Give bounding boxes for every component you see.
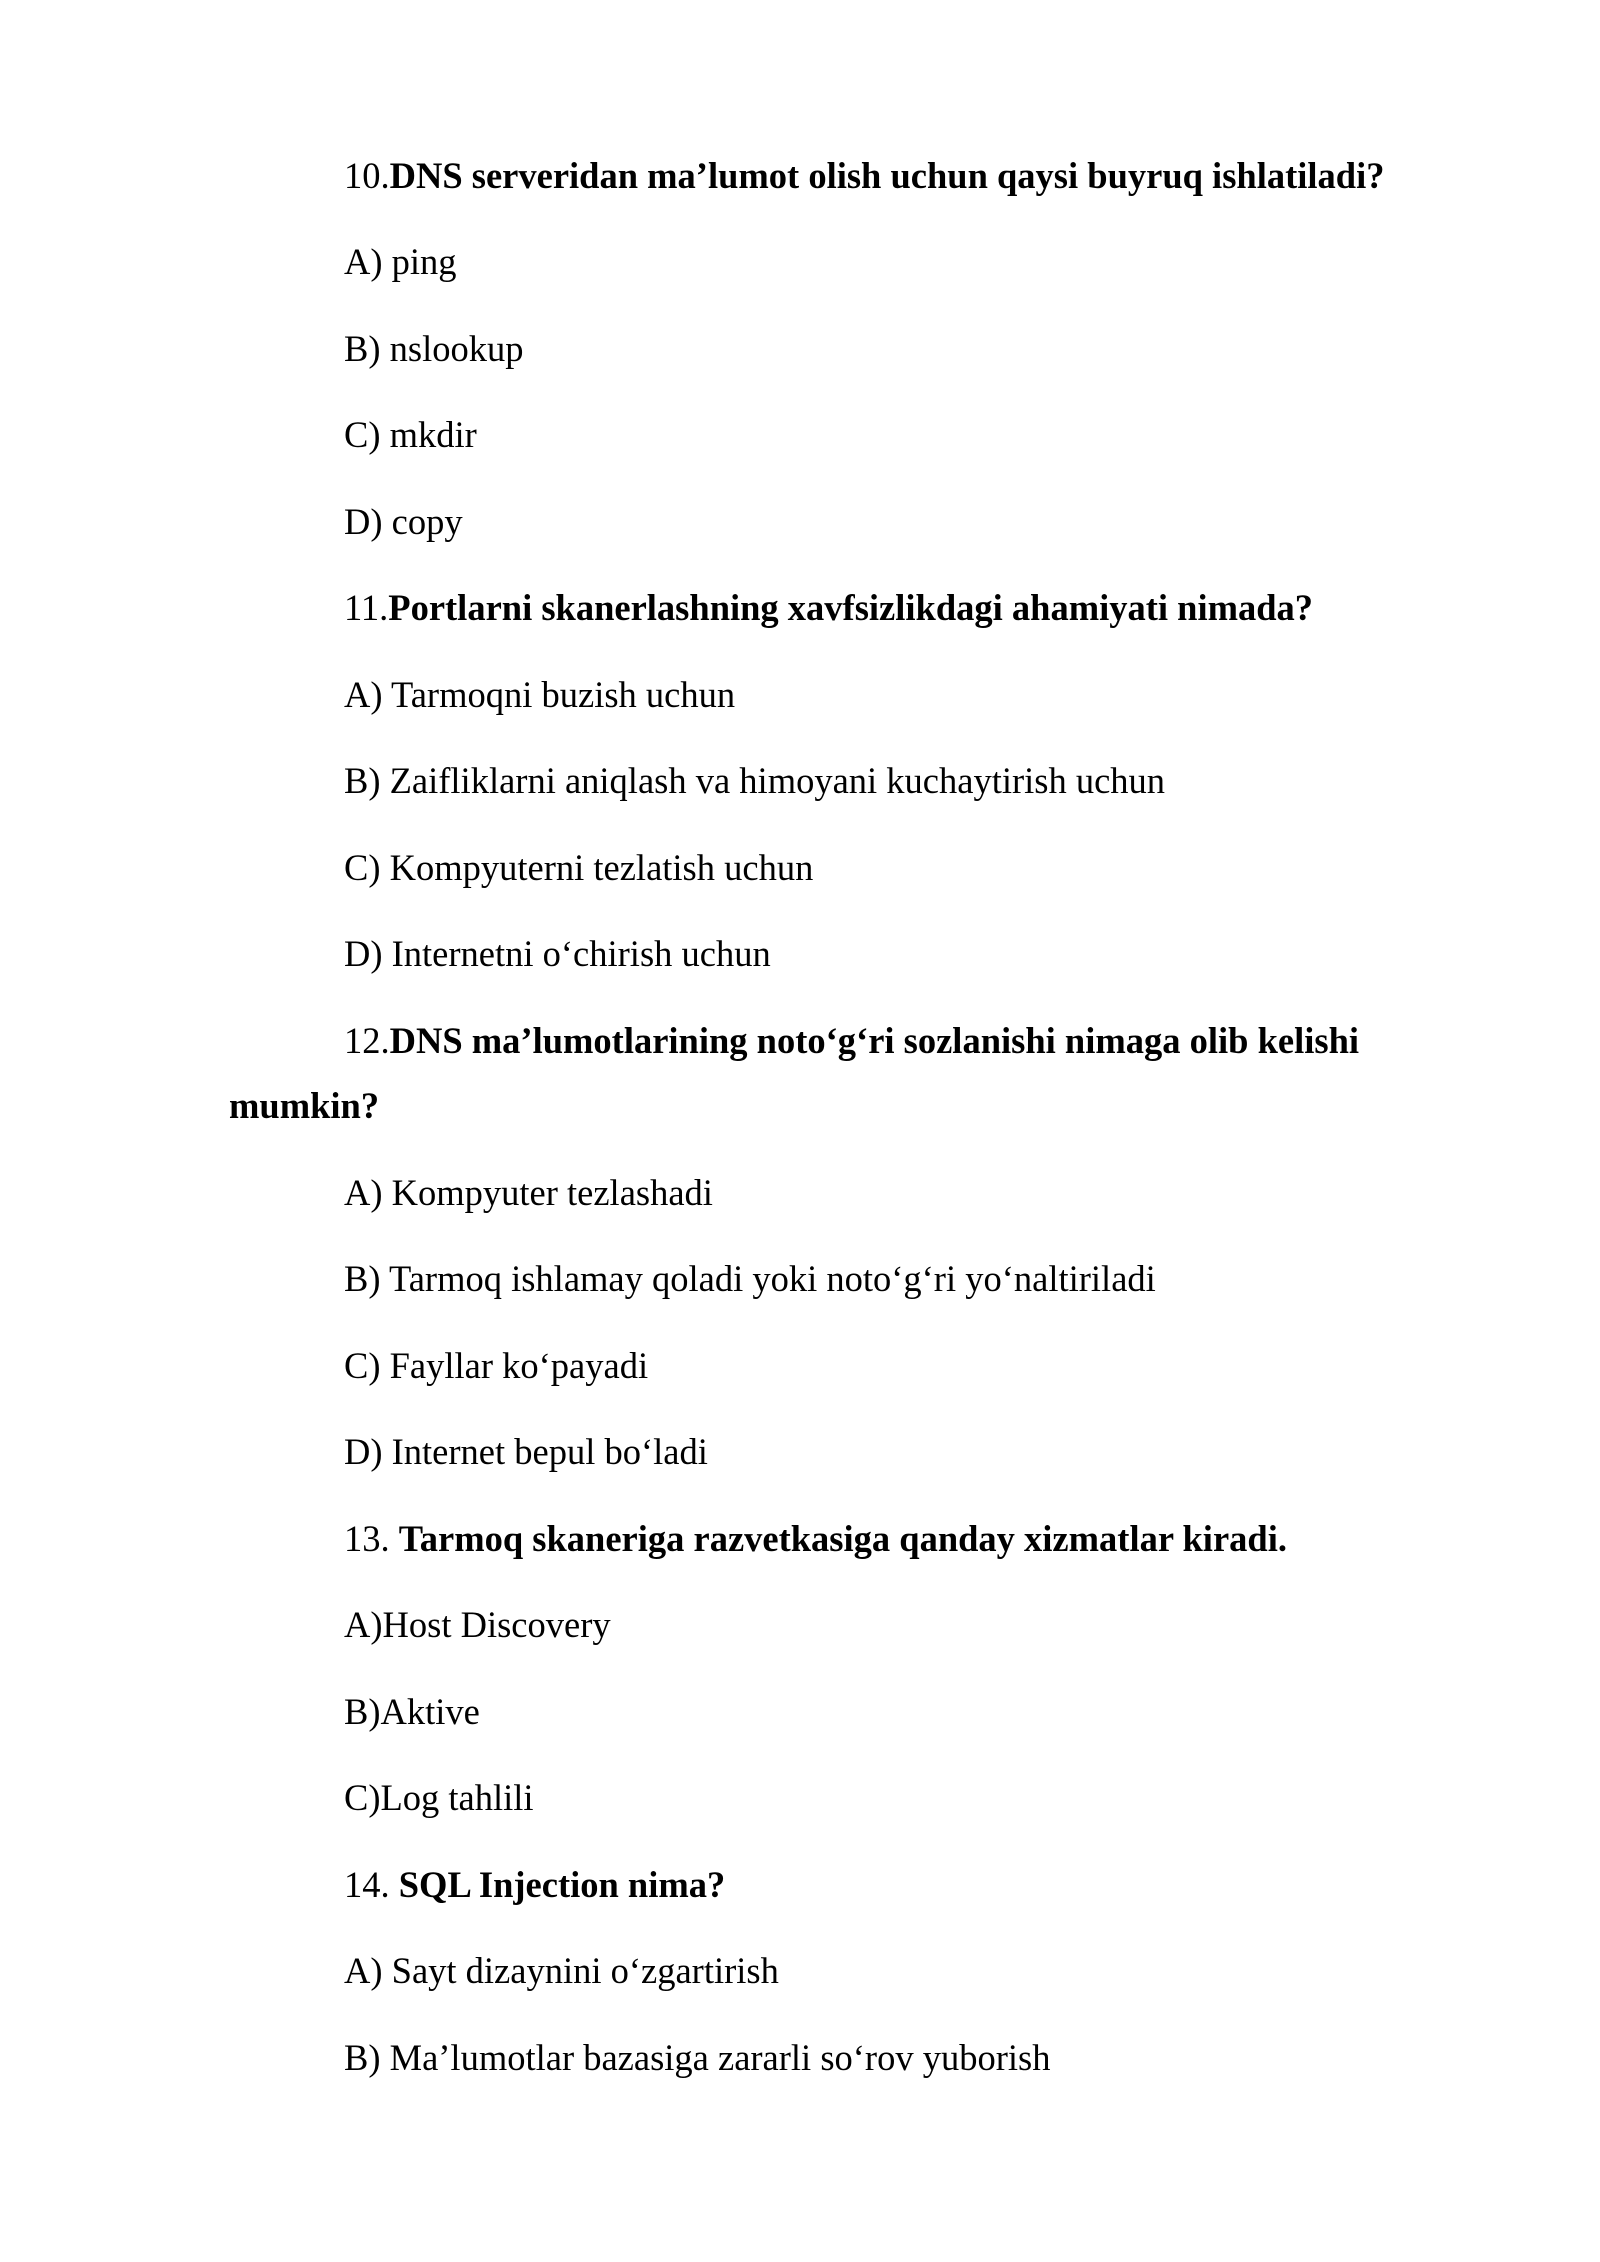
option-a: A) Kompyuter tezlashadi <box>344 1172 713 1213</box>
option-c: C) Fayllar ko‘payadi <box>344 1345 649 1386</box>
option-c: C) Kompyuterni tezlatish uchun <box>344 847 814 888</box>
question-12 <box>344 1019 1359 1063</box>
question-14 <box>344 1863 725 1907</box>
question-text-line2: mumkin? <box>229 1085 380 1126</box>
question-number: 13. <box>344 1518 399 1559</box>
option-a: A)Host Discovery <box>344 1604 611 1645</box>
option-b: B)Aktive <box>344 1691 480 1732</box>
option-c: C) mkdir <box>344 414 477 455</box>
question-text: SQL Injection nima? <box>398 1864 726 1905</box>
option-d: D) Internet bepul bo‘ladi <box>344 1431 708 1472</box>
question-text-line1: DNS ma’lumotlarining noto‘g‘ri sozlanishi nimaga olib kelishi <box>389 1020 1360 1061</box>
option-a: A) Tarmoqni buzish uchun <box>344 674 736 715</box>
option-a: A) ping <box>344 241 457 282</box>
option-a: A) Sayt dizaynini o‘zgartirish <box>344 1950 779 1991</box>
question-11 <box>344 586 1313 630</box>
question-text: Tarmoq skaneriga razvetkasiga qanday xizmatlar kiradi. <box>398 1518 1287 1559</box>
question-number: 14. <box>344 1864 399 1905</box>
option-b: B) Ma’lumotlar bazasiga zararli so‘rov yuborish <box>344 2037 1051 2078</box>
question-number: 12. <box>344 1020 390 1061</box>
question-text: Portlarni skanerlashning xavfsizlikdagi ahamiyati nimada? <box>388 587 1314 628</box>
question-10 <box>344 154 1384 198</box>
option-b: B) Tarmoq ishlamay qoladi yoki noto‘g‘ri yo‘naltiriladi <box>344 1258 1156 1299</box>
option-b: B) nslookup <box>344 328 524 369</box>
option-d: D) copy <box>344 501 463 542</box>
option-b: B) Zaifliklarni aniqlash va himoyani kuchaytirish uchun <box>344 760 1166 801</box>
option-d: D) Internetni o‘chirish uchun <box>344 933 771 974</box>
question-13 <box>344 1517 1287 1561</box>
question-text: DNS serveridan ma’lumot olish uchun qaysi buyruq ishlatiladi? <box>389 155 1385 196</box>
question-number: 11. <box>344 587 389 628</box>
option-c: C)Log tahlili <box>344 1777 534 1818</box>
question-number: 10. <box>344 155 390 196</box>
